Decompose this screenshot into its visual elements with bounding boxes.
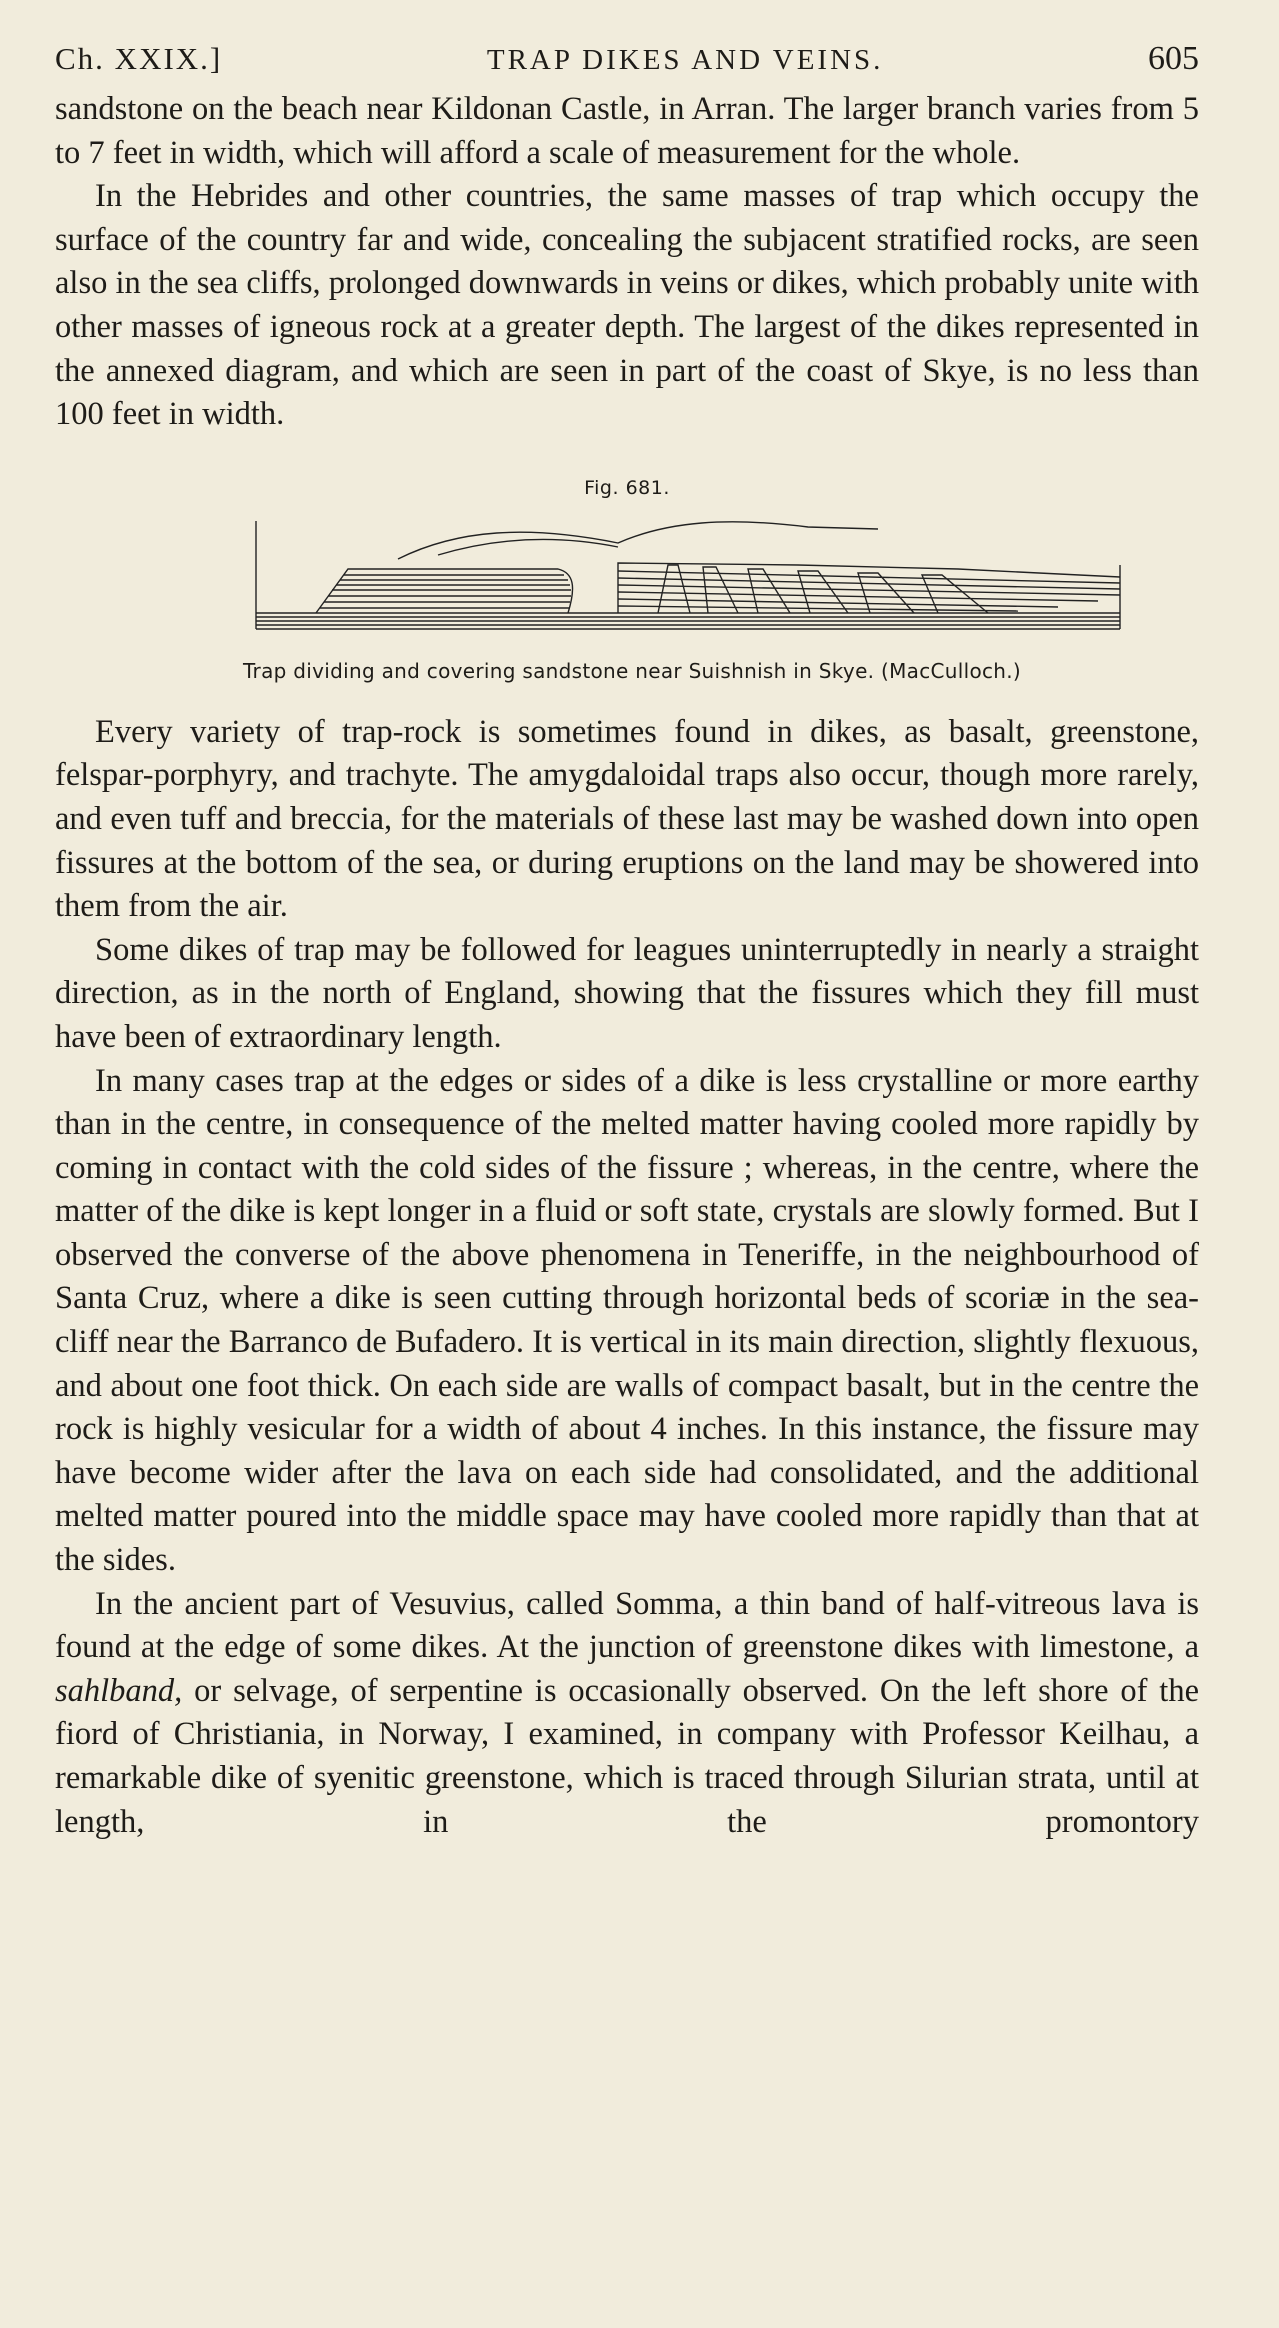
running-title: TRAP DIKES AND VEINS. <box>486 44 884 76</box>
figure-label: Fig. 681. <box>584 476 670 499</box>
paragraph-continued: sandstone on the beach near Kildonan Castle, in Arran. The larger branch varies from 5 to 7 feet in width, which will afford a scale of measurement for the whole. <box>55 91 1199 171</box>
sahlband-term: sahlband, <box>55 1672 183 1709</box>
dike-6 <box>922 575 988 613</box>
paragraph-varieties: Every variety of trap-rock is sometimes found in dikes, as basalt, greenstone, felspar-porphyry, and trachyte. The amygdaloidal traps also occur, though more rarely, and even tuff and breccia, for the materials of these last may be washed down into open fissures at the bottom of the sea, or during eruptions on the land may be showered into them from the air. <box>55 713 1199 925</box>
vesuvius-text-1: In the ancient part of Vesuvius, called Somma, a thin band of half-vitreous lava is found at the edge of some dikes. At the junction of greenstone dikes with limestone, a <box>55 1585 1199 1666</box>
dike-4 <box>798 571 848 613</box>
trap-dike-diagram <box>198 517 1128 635</box>
paragraph-hebrides: In the Hebrides and other countries, the same masses of trap which occupy the surface of the country far and wide, concealing the subjacent stratified rocks, are seen also in the sea cliffs, prolonged downwards in veins or dikes, which probably unite with other masses of igneous rock at a greater depth. The largest of the dikes represented in the annexed diagram, and which are seen in part of the coast of Skye, is no less than 100 feet in width. <box>55 178 1199 433</box>
dike-5 <box>858 573 914 613</box>
paragraph-vesuvius <box>55 1583 1199 1845</box>
figure-caption: Trap dividing and covering sandstone near Suishnish in Skye. (MacCulloch.) <box>242 658 1022 683</box>
paragraph-crystalline: In many cases trap at the edges or sides of a dike is less crystalline or more earthy than in the centre, in consequence of the melted matter having cooled more rapidly by coming in contact with the cold sides of the fissure ; whereas, in the centre, where the matter of the dike is kept longer in a fluid or soft state, crystals are slowly formed. But I observed the converse of the above phenomena in Teneriffe, in the neighbourhood of Santa Cruz, where a dike is seen cutting through horizontal beds of scoriæ in the sea-cliff near the Barranco de Bufadero. It is vertical in its main direction, slightly flexuous, and about one foot thick. On each side are walls of compact basalt, but in the centre the rock is highly vesicular for a width of about 4 inches. In this instance, the fissure may have become wider after the lava on each side had consolidated, and the additional melted matter poured into the middle space may have cooled more rapidly than that at the sides. <box>55 1062 1199 1579</box>
vesuvius-text-2: or selvage, of serpentine is occasionally observed. On the left shore of the fiord of Christiania, in Norway, I examined, in company with Professor Keilhau, a remarkable dike of syenitic greenstone, which is traced through Silurian strata, until at length, in the promontory <box>55 1672 1199 1840</box>
trap-cover-outline <box>398 522 878 559</box>
paragraph-leagues: Some dikes of trap may be followed for leagues uninterruptedly in nearly a straight direction, as in the north of England, showing that the fissures which they fill must have been of extraordinary length. <box>55 931 1199 1055</box>
figure-681 <box>55 477 1199 683</box>
chapter-reference: Ch. XXIX.] <box>55 41 223 76</box>
page-number: 605 <box>1148 40 1199 77</box>
running-head <box>55 40 1199 88</box>
